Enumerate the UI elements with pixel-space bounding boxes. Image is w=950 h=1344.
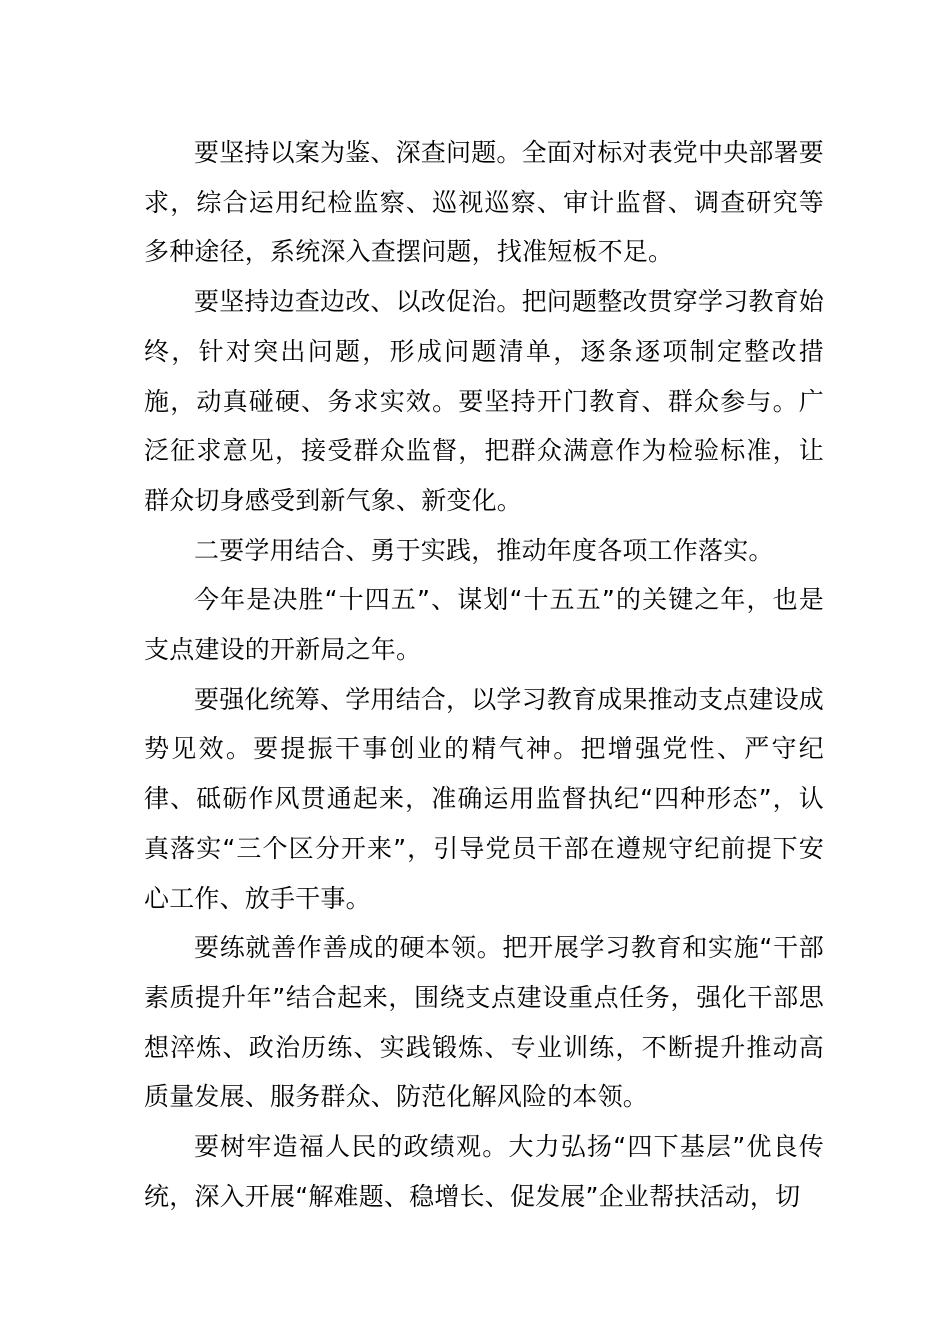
document-body — [144, 128, 824, 1221]
paragraph-4: 今年是决胜“十四五”、谋划“十五五”的关键之年，也是支点建设的开新局之年。 — [144, 585, 824, 665]
paragraph-3: 二要学用结合、勇于实践，推动年度各项工作落实。 — [194, 535, 774, 565]
paragraph-7: 要树牢造福人民的政绩观。大力弘扬“四下基层”优良传统，深入开展“解难题、稳增长、促发展”企业帮扶活动，切 — [144, 1132, 824, 1211]
paragraph-5: 要强化统筹、学用结合，以学习教育成果推动支点建设成势见效。要提振干事创业的精气神。把增强党性、严守纪律、砥砺作风贯通起来，准确运用监督执纪“四种形态”，认真落实“三个区分开来”，引导党员干部在遵规守纪前提下安心工作、放手干事。 — [144, 684, 825, 913]
paragraph-1: 要坚持以案为鉴、深查问题。全面对标对表党中央部署要求，综合运用纪检监察、巡视巡察、审计监督、调查研究等多种途径，系统深入查摆问题，找准短板不足。 — [144, 138, 825, 267]
paragraph-6: 要练就善作善成的硬本领。把开展学习教育和实施“干部素质提升年”结合起来，围绕支点建设重点任务，强化干部思想淬炼、政治历练、实践锻炼、专业训练，不断提升推动高质量发展、服务群众、防范化解风险的本领。 — [144, 933, 824, 1112]
paragraph-2: 要坚持边查边改、以改促治。把问题整改贯穿学习教育始终，针对突出问题，形成问题清单，逐条逐项制定整改措施，动真碰硬、务求实效。要坚持开门教育、群众参与。广泛征求意见，接受群众监督，把群众满意作为检验标准，让群众切身感受到新气象、新变化。 — [144, 287, 825, 515]
